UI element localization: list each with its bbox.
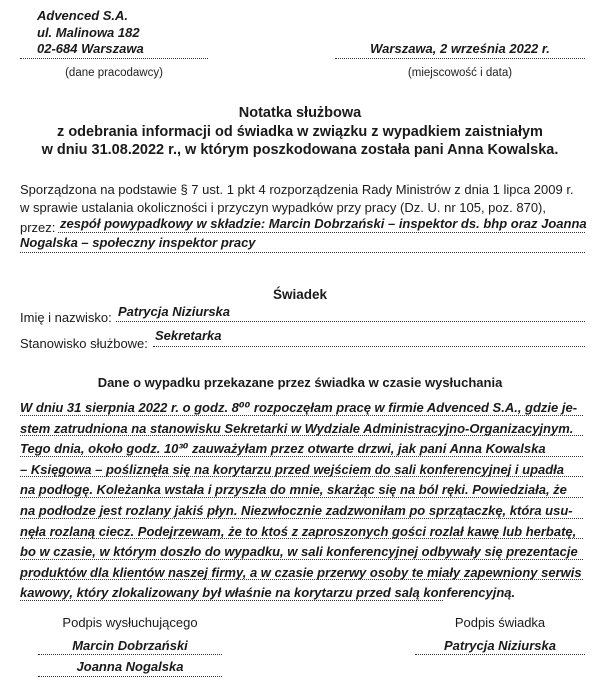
right-signature-dotted-line [415, 654, 585, 655]
basis-line-2: w sprawie ustalania okoliczności i przyczyn wypadków przy pracy (Dz. U. nr 105, poz. 870), [20, 200, 546, 215]
title-line-3: w dniu 31.08.2022 r., w którym poszkodowana została pani Anna Kowalska. [41, 142, 559, 158]
statement-line: stem zatrudniona na stanowisku Sekretarki w Wydziale Administracyjno-Organizacyjnym. [20, 419, 583, 440]
witness-name-dotted-line [116, 321, 585, 322]
commission-dotted-line-1 [58, 232, 585, 233]
statement-line: – Księgowa – pośliznęła się na korytarzu przed wejściem do sali konferencyjnej i upadła [20, 460, 583, 481]
statement-line: na podłogę. Koleżanka wstała i przyszła do mnie, skarżąc się na ból ręki. Powiedziała, że [20, 480, 583, 501]
statement-line: bo w czasie, w którym doszło do wypadku, w sali konferencyjnej odbywały się prezentacje [20, 542, 583, 563]
employer-dotted-line [20, 58, 208, 59]
statement-line: na podłodze jest rozlany jakiś płyn. Niezwłocznie zadzwoniłam po sprzątaczkę, która usu- [20, 501, 583, 522]
witness-position-label: Stanowisko służbowe: [20, 336, 148, 351]
commission-dotted-line-2 [20, 252, 585, 253]
employer-name: Advenced S.A. [37, 8, 129, 23]
right-signature-name: Patrycja Niziurska [443, 638, 556, 653]
commission-line-1: zespół powypadkowy w składzie: Marcin Dobrzański – inspektor ds. bhp oraz Joanna [60, 216, 587, 231]
left-signature-name-2: Joanna Nogalska [76, 659, 184, 674]
statement-line: Tego dnia, około godz. 10³⁰ zauważyłam przez otwarte drzwi, jak pani Anna Kowalska [20, 439, 583, 460]
statement-line: kawowy, który zlokalizowany był właśnie na korytarzu przed salą konferencyjną. [20, 585, 516, 601]
left-signature-label: Podpis wysłuchującego [62, 615, 198, 630]
witness-position-value: Sekretarka [155, 328, 222, 343]
witness-position-dotted-line [153, 346, 585, 347]
employer-city: 02-684 Warszawa [37, 41, 144, 56]
place-date-caption: (miejscowość i data) [407, 67, 513, 79]
title-line-1: Notatka służbowa [238, 105, 362, 121]
title-line-2: z odebrania informacji od świadka w związku z wypadkiem zaistniałym [57, 123, 543, 140]
statement-body [20, 398, 583, 604]
witness-name-label: Imię i nazwisko: [20, 310, 112, 325]
commission-line-2: Nogalska – społeczny inspektor pracy [20, 235, 256, 250]
employer-block [37, 8, 144, 58]
witness-name-value: Patrycja Niziurska [118, 304, 231, 319]
basis-line-1: Sporządzona na podstawie § 7 ust. 1 pkt 4 rozporządzenia Rady Ministrów z dnia 1 lipca 2009 r. [20, 182, 574, 197]
right-signature-label: Podpis świadka [454, 615, 546, 630]
left-signature-dotted-line-2 [38, 676, 222, 677]
statement-line: produktów dla klientów naszej firmy, a w czasie przerwy osoby te miały zapewniony serwis [20, 564, 582, 580]
left-signature-name-1: Marcin Dobrzański [72, 638, 188, 653]
place-date: Warszawa, 2 września 2022 r. [370, 41, 550, 56]
employer-street: ul. Malinowa 182 [37, 24, 140, 40]
statement-line: nęła rozlaną ciecz. Podejrzewam, że to ktoś z zaproszonych gości rozlał kawę lub herbatę, [20, 522, 583, 543]
left-signature-dotted-line-1 [38, 654, 222, 655]
by-label: przez: [20, 220, 56, 235]
document-title [0, 104, 600, 160]
statement-line: W dniu 31 sierpnia 2022 r. o godz. 8⁰⁰ rozpoczęłam pracę w firmie Advenced S.A., gdzie je- [20, 398, 583, 419]
statement-heading: Dane o wypadku przekazane przez świadka w czasie wysłuchania [97, 375, 503, 390]
employer-caption: (dane pracodawcy) [65, 67, 163, 79]
place-date-dotted-line [335, 58, 585, 59]
witness-heading: Świadek [272, 287, 328, 302]
